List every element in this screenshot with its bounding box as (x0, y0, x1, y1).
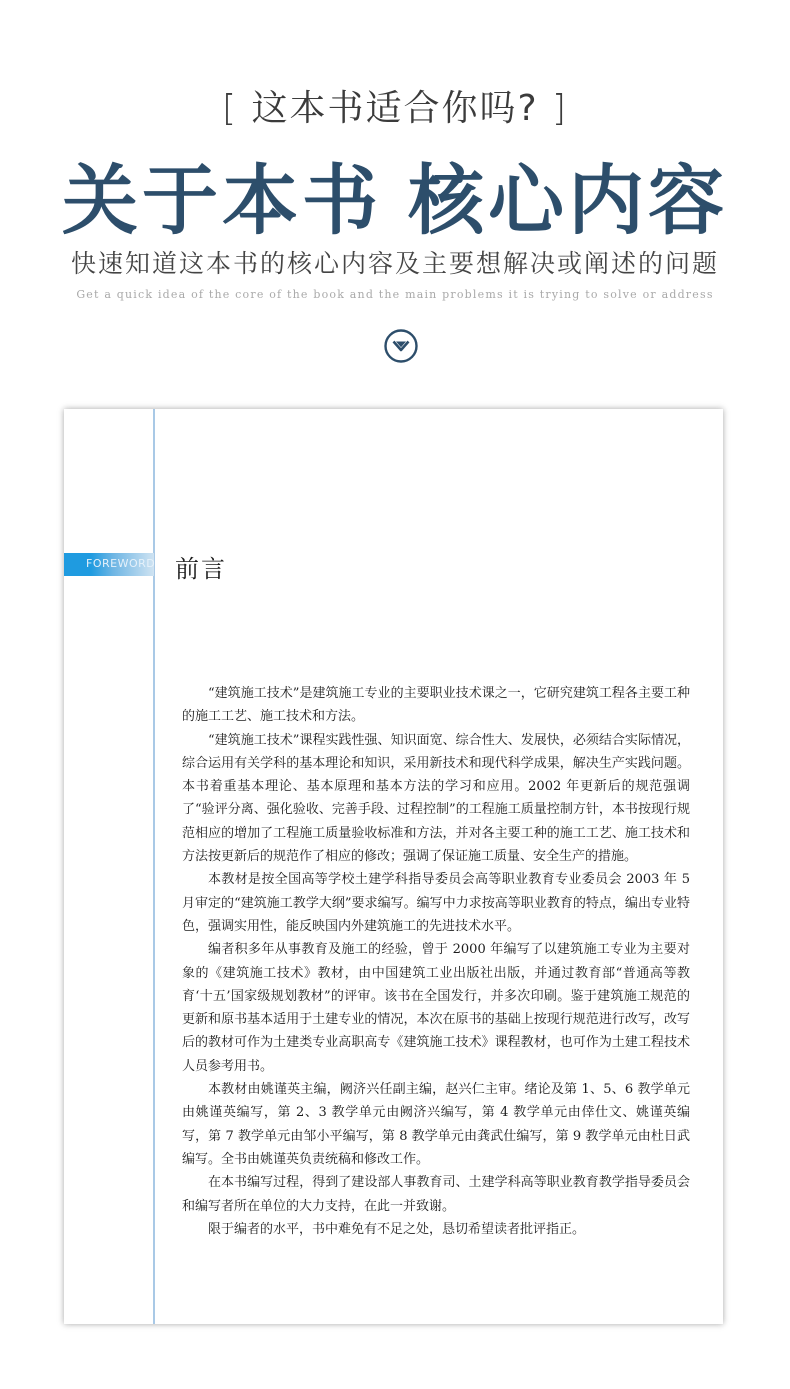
main-title-part1: 关于本书 (62, 156, 382, 245)
question-heading (0, 80, 790, 131)
page-margin-line (153, 409, 155, 1324)
paragraph: 限于编者的水平，书中难免有不足之处，恳切希望读者批评指正。 (208, 1221, 586, 1237)
paragraph: 编者积多年从事教育及施工的经验，曾于 2000 年编写了以建筑施工专业为主要对象的《建筑施工技术》教材，由中国建筑工业出版社出版，并通过教育部“普通高等教育‘十五’国家级规划教材”的评审。该书在全国发行，并多次印刷。鉴于建筑施工规范的更新和原书基本适用于土建专业的情况，本次在原书的基础上按现行规范进行改写，改写后的教材可作为土建类专业高职高专《建筑施工技术》课程教材，也可作为土建工程技术人员参考用书。 (182, 942, 690, 1074)
foreword-band (64, 553, 154, 576)
paragraph: 在本书编写过程，得到了建设部人事教育司、土建学科高等职业教育教学指导委员会和编写者所在单位的大力支持，在此一并致谢。 (182, 1175, 690, 1214)
main-title-part2: 核心内容 (408, 156, 728, 245)
paragraph: “建筑施工技术”是建筑施工专业的主要职业技术课之一，它研究建筑工程各主要工种的施工工艺、施工技术和方法。 (182, 686, 690, 725)
bracket-close: ] (552, 88, 569, 129)
main-title (0, 140, 790, 249)
english-subtitle: Get a quick idea of the core of the book and the main problems it is trying to solve or address (76, 288, 714, 301)
preface-title: 前言 (175, 555, 227, 583)
foreword-label: FOREWORD (86, 557, 156, 570)
paragraph: 本教材是按全国高等学校土建学科指导委员会高等职业教育专业委员会 2003 年 5 月审定的“建筑施工教学大纲”要求编写。编写中力求按高等职业教育的特点，编出专业特色，强调实用性，能反映国内外建筑施工的先进技术水平。 (182, 872, 690, 934)
paragraph: “建筑施工技术”课程实践性强、知识面宽、综合性大、发展快，必须结合实际情况，综合运用有关学科的基本理论和知识，采用新技术和现代科学成果，解决生产实践问题。本书着重基本理论、基本原理和基本方法的学习和应用。2002 年更新后的规范强调了“验评分离、强化验收、完善手段、过程控制”的工程施工质量控制方针，本书按现行规范相应的增加了工程施工质量验收标准和方法，并对各主要工种的施工工艺、施工技术和方法按更新后的规范作了相应的修改；强调了保证施工质量、安全生产的措施。 (182, 732, 690, 865)
bracket-open: [ (221, 88, 238, 129)
book-page (64, 409, 723, 1324)
question-text: 这本书适合你吗? (251, 88, 539, 129)
subtitle: 快速知道这本书的核心内容及主要想解决或阐述的问题 (70, 249, 719, 278)
preface-body (182, 682, 690, 1241)
header (0, 0, 790, 400)
paragraph: 本教材由姚谨英主编，阙济兴任副主编，赵兴仁主审。绪论及第 1、5、6 教学单元由姚谨英编写，第 2、3 教学单元由阙济兴编写，第 4 教学单元由倖仕文、姚谨英编写，第 7 教学单元由邹小平编写，第 8 教学单元由龚武仕编写，第 9 教学单元由杜日武编写。全书由姚谨英负责统稿和修改工作。 (182, 1082, 690, 1167)
chevron-down-circle-icon (383, 328, 419, 364)
